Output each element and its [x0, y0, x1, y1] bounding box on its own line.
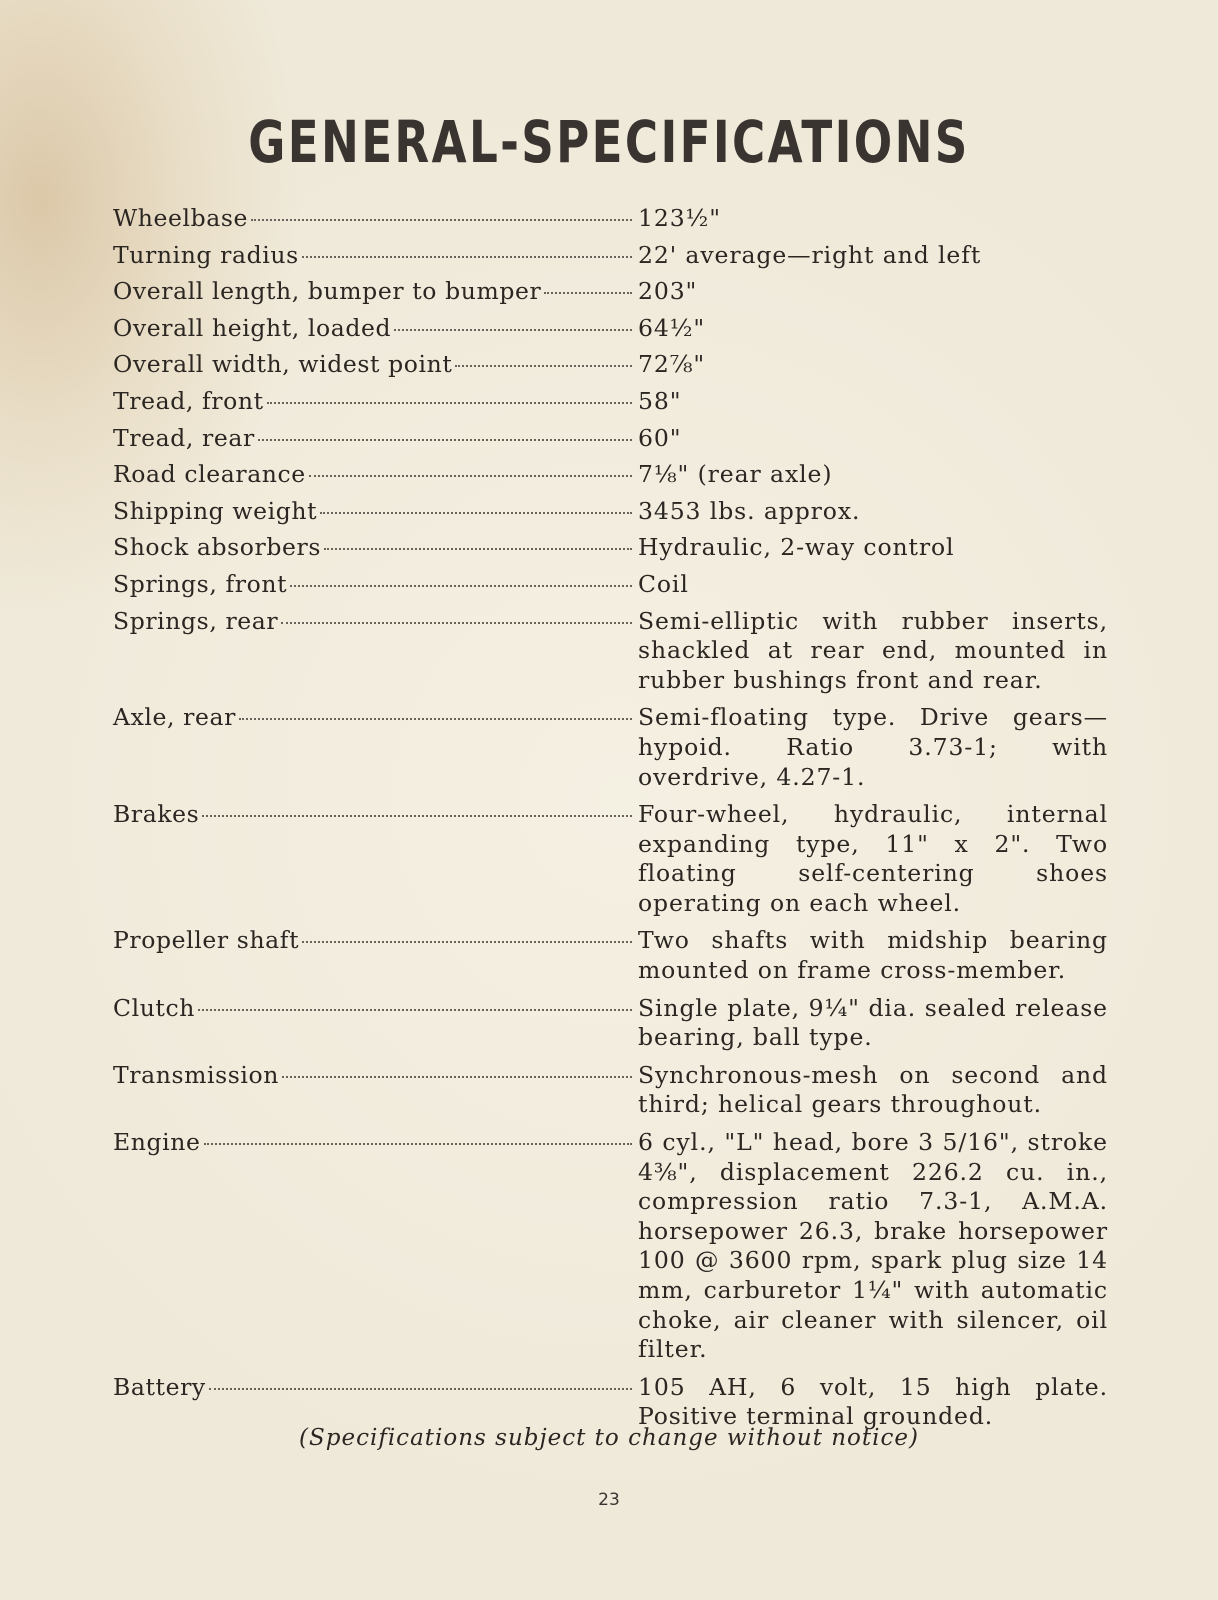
spec-row — [113, 1373, 1133, 1432]
spec-row — [113, 383, 1133, 420]
page-number: 23 — [598, 1490, 620, 1510]
spec-value: Two shafts with midship bearing mounted on frame cross-member. — [638, 926, 1108, 985]
spec-list — [113, 200, 1133, 1432]
spec-label: Overall width, widest point — [113, 350, 453, 379]
leader-dots — [455, 365, 632, 367]
spec-row — [113, 200, 1133, 237]
spec-label: Wheelbase — [113, 204, 249, 232]
spec-value: 60" — [638, 423, 682, 452]
spec-row — [113, 703, 1133, 792]
spec-row — [113, 1061, 1133, 1120]
leader-dots — [302, 941, 632, 943]
spec-value: Semi-floating type. Drive gears—hypoid. Ratio 3.73-1; with overdrive, 4.27-1. — [638, 703, 1108, 791]
leader-dots — [204, 1143, 633, 1145]
spec-row — [113, 926, 1133, 985]
spec-value: Single plate, 9¼" dia. sealed release bearing, ball type. — [638, 993, 1108, 1052]
leader-dots — [290, 585, 632, 587]
disclaimer-note: (Specifications subject to change without notice) — [299, 1425, 919, 1451]
spec-label: Overall length, bumper to bumper — [113, 277, 542, 306]
spec-value: Semi-elliptic with rubber inserts, shackled at rear end, mounted in rubber bushings front and rear. — [638, 606, 1108, 694]
leader-dots — [394, 329, 632, 331]
spec-row — [113, 800, 1133, 918]
leader-dots — [544, 292, 632, 294]
spec-value: 105 AH, 6 volt, 15 high plate. Positive terminal grounded. — [638, 1372, 1108, 1431]
spec-row — [113, 529, 1133, 566]
spec-value: 203" — [638, 277, 698, 306]
spec-value: Synchronous-mesh on second and third; helical gears throughout. — [638, 1060, 1108, 1119]
spec-label: Propeller shaft — [113, 926, 300, 955]
spec-value: 64½" — [638, 313, 706, 342]
leader-dots — [198, 1009, 632, 1011]
spec-label: Tread, front — [113, 386, 264, 415]
spec-row — [113, 237, 1133, 274]
spec-value: 22' average—right and left — [638, 240, 982, 269]
spec-row — [113, 310, 1133, 347]
spec-label: Shock absorbers — [113, 533, 321, 562]
spec-row — [113, 346, 1133, 383]
leader-dots — [251, 219, 632, 221]
leader-dots — [324, 548, 632, 550]
spec-row — [113, 273, 1133, 310]
spec-label: Brakes — [113, 800, 200, 829]
leader-dots — [282, 1076, 632, 1078]
spec-label: Tread, rear — [113, 423, 255, 452]
leader-dots — [281, 622, 632, 624]
spec-label: Turning radius — [113, 240, 299, 269]
leader-dots — [302, 256, 632, 258]
spec-value: 6 cyl., "L" head, bore 3 5/16", stroke 4⅜", displacement 226.2 cu. in., compression ratio 7.3-1, A.M.A. horsepower 26.3, brake horsepower 100 @ 3600 rpm, spark plug size 14 mm, carburetor 1¼" with automatic choke, air cleaner with silencer, oil filter. — [638, 1128, 1108, 1364]
spec-value: 7⅛" (rear axle) — [638, 460, 833, 489]
leader-dots — [320, 512, 632, 514]
spec-row — [113, 456, 1133, 493]
spec-row — [113, 566, 1133, 603]
spec-row — [113, 1128, 1133, 1365]
spec-label: Springs, rear — [113, 606, 279, 635]
leader-dots — [309, 475, 632, 477]
spec-label: Springs, front — [113, 569, 288, 598]
spec-row — [113, 607, 1133, 696]
spec-value: 123½" — [638, 204, 721, 232]
spec-label: Axle, rear — [113, 703, 236, 732]
spec-value: Four-wheel, hydraulic, internal expanding type, 11" x 2". Two floating self-centering shoes operating on each wheel. — [638, 800, 1108, 917]
leader-dots — [209, 1388, 632, 1390]
leader-dots — [202, 815, 632, 817]
spec-value: 3453 lbs. approx. — [638, 496, 861, 525]
spec-label: Transmission — [113, 1060, 280, 1089]
leader-dots — [258, 439, 632, 441]
spec-value: Hydraulic, 2-way control — [638, 533, 955, 562]
spec-value: Coil — [638, 569, 689, 598]
leader-dots — [239, 718, 632, 720]
spec-row — [113, 493, 1133, 530]
spec-label: Engine — [113, 1128, 201, 1157]
spec-label: Battery — [113, 1372, 206, 1401]
page-title: GENERAL-SPECIFICATIONS — [248, 108, 970, 176]
leader-dots — [267, 402, 632, 404]
spec-label: Clutch — [113, 993, 195, 1022]
spec-label: Shipping weight — [113, 496, 318, 525]
spec-label: Overall height, loaded — [113, 313, 392, 342]
spec-row — [113, 994, 1133, 1053]
spec-label: Road clearance — [113, 460, 306, 489]
spec-value: 58" — [638, 386, 682, 415]
spec-value: 72⅞" — [638, 350, 706, 379]
spec-row — [113, 420, 1133, 457]
